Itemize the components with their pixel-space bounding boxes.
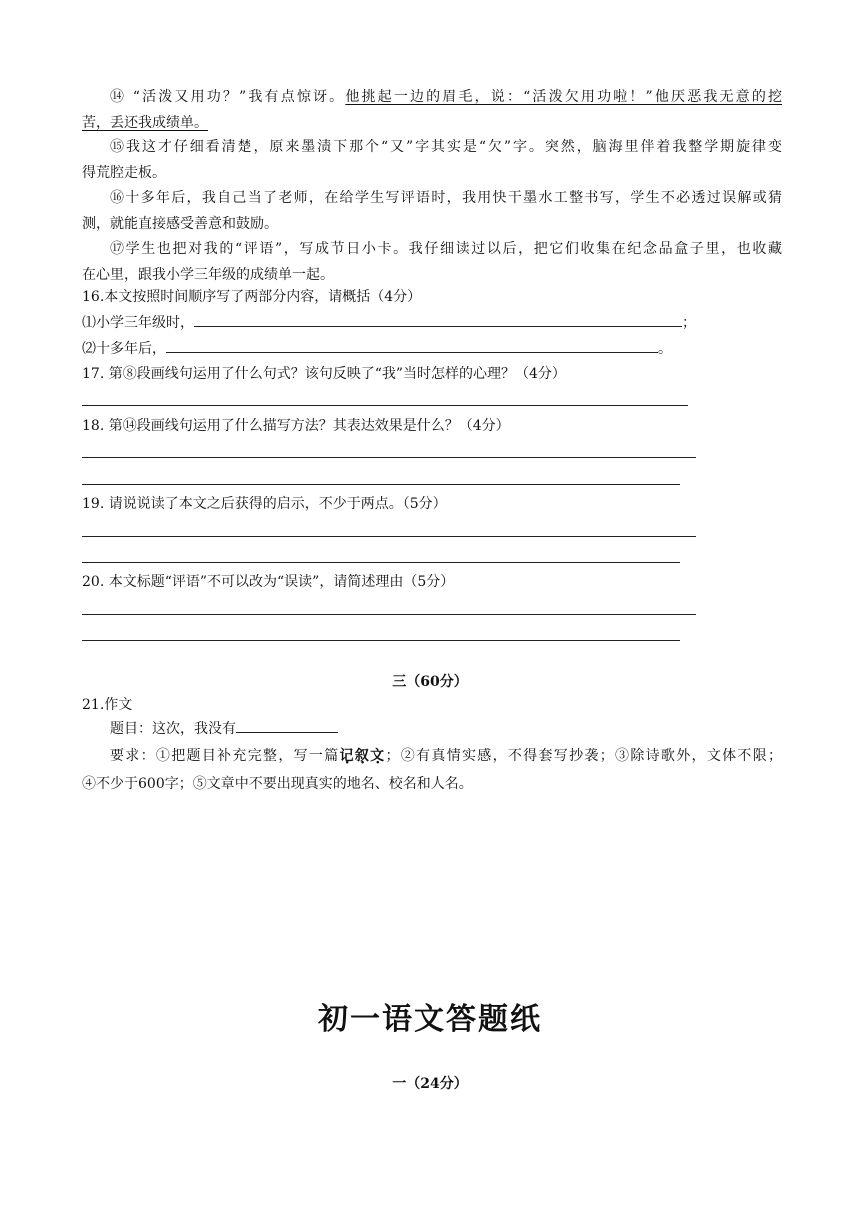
paragraph-17-line-1: ⑰学生也把对我的“评语”，写成节日小卡。我仔细读过以后，把它们收集在纪念品盒子里，也收藏 [110,241,782,257]
paragraph-14-line-1 [110,84,782,110]
question-16: 16.本文按照时间顺序写了两部分内容，请概括（4分） [82,289,422,305]
essay-requirements-line-1: 要求：①把题目补充完整，写一篇记叙文；②有真情实感，不得套写抄袭；③除诗歌外，文体不限； [110,748,783,764]
paragraph-15-line-1: ⑮我这才仔细看清楚，原来墨渍下那个“又”字其实是“欠”字。突然，脑海里伴着我整学期旋律变 [110,139,782,155]
paragraph-14-underlined-sentence: 他挑起一边的眉毛，说：“活泼欠用功啦！”他厌恶我无意的挖 [345,89,782,105]
answer-line-17[interactable] [82,405,688,406]
answer-line-19-1[interactable] [82,536,696,537]
question-18: 18. 第⑭段画线句运用了什么描写方法？其表达效果是什么？（4分） [82,418,510,434]
question-17: 17. 第⑧段画线句运用了什么句式？该句反映了“我”当时怎样的心理？（4分） [82,366,566,382]
question-20: 20. 本文标题“评语”不可以改为“误读”，请简述理由（5分） [82,574,455,590]
question-19: 19. 请说说读了本文之后获得的启示，不少于两点。（5分） [82,496,447,512]
paragraph-17-line-2: 在心里，跟我小学三年级的成绩单一起。 [82,267,334,283]
question-16-part-2: ⑵十多年后， 。 [82,341,672,357]
answer-line-20-2[interactable] [82,640,680,641]
question-16-part-1: ⑴小学三年级时， ； [82,315,696,331]
essay-topic-blank[interactable] [236,720,338,733]
paragraph-15-line-2: 得荒腔走板。 [82,165,166,181]
answer-line-19-2[interactable] [82,562,680,563]
essay-topic: 题目：这次，我没有 [110,716,782,742]
paragraph-16-line-1: ⑯十多年后，我自己当了老师，在给学生写评语时，我用快干墨水工整书写，学生不必透过误解或猜 [110,190,782,206]
answer-blank-16-2[interactable] [166,340,658,353]
answer-sheet-title: 初一语文答题纸 [318,1002,542,1037]
paragraph-16-line-2: 测，就能直接感受善意和鼓励。 [82,216,278,232]
answer-sheet-section-1-heading: 一（24分） [392,1076,468,1092]
paragraph-14-line-2 [82,110,782,136]
section-3-heading: 三（60分） [392,674,468,690]
answer-blank-16-1[interactable] [194,314,682,327]
answer-line-18-2[interactable] [82,484,680,485]
paragraph-14-text: ⑭ “活泼又用功？”我有点惊讶。 [110,89,346,105]
answer-line-20-1[interactable] [82,614,696,615]
question-21-label: 21.作文 [82,697,133,713]
paragraph-14-underlined-end: 苦，丢还我成绩单。 [82,115,208,131]
emphasis-char: 文 [370,748,386,764]
emphasis-char: 记 [339,748,355,764]
essay-requirements-line-2: ④不少于600字；⑤文章中不要出现真实的地名、校名和人名。 [82,776,473,792]
emphasis-char: 叙 [354,748,371,764]
answer-line-18-1[interactable] [82,457,696,458]
